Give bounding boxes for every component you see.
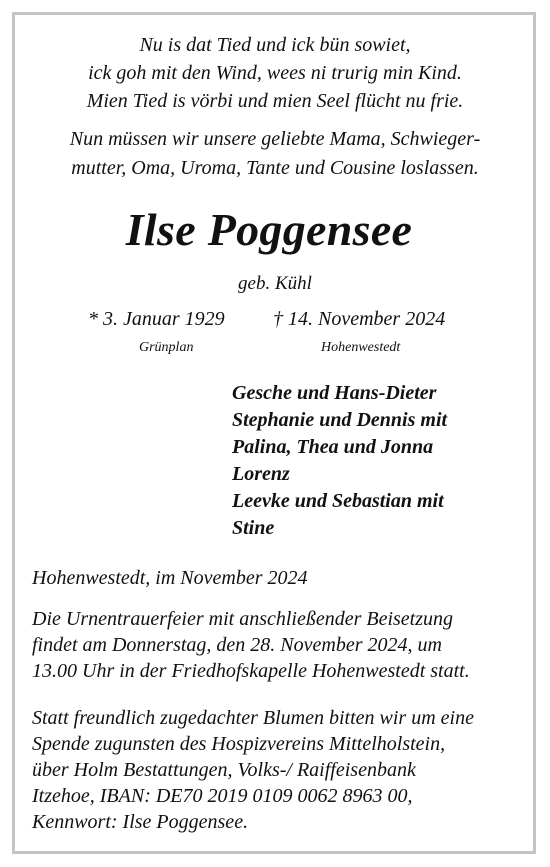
intro-line-1: Nun müssen wir unsere geliebte Mama, Schwieger- <box>69 128 481 150</box>
mourner-line: Stine <box>232 517 275 539</box>
intro-line-2: mutter, Oma, Uroma, Tante und Cousine loslassen. <box>71 157 479 179</box>
service-line: Die Urnentrauerfeier mit anschließender Beisetzung <box>32 608 454 630</box>
donation-line: Spende zugunsten des Hospizvereins Mittelholstein, <box>32 733 446 755</box>
deceased-name: Ilse Poggensee <box>125 204 413 255</box>
verse-line-1: Nu is dat Tied und ick bün sowiet, <box>139 34 411 56</box>
birth-date: * 3. Januar 1929 <box>88 308 225 330</box>
donation-info <box>32 705 474 835</box>
birth-place: Grünplan <box>139 340 194 355</box>
mourner-line: Gesche und Hans-Dieter <box>232 382 437 404</box>
mourner-line: Lorenz <box>232 463 290 485</box>
service-line: 13.00 Uhr in der Friedhofskapelle Hohenwestedt statt. <box>32 660 470 682</box>
mourners-list <box>232 380 447 542</box>
donation-line: Statt freundlich zugedachter Blumen bitten wir um eine <box>32 707 474 729</box>
birth-name: geb. Kühl <box>238 273 312 294</box>
mourner-line: Stephanie und Dennis mit <box>232 409 448 431</box>
donation-line: Itzehoe, IBAN: DE70 2019 0109 0062 8963 00, <box>32 785 413 807</box>
mourner-line: Leevke und Sebastian mit <box>232 490 444 512</box>
service-info <box>32 606 470 684</box>
donation-line: Kennwort: Ilse Poggensee. <box>32 811 249 833</box>
verse-line-2: ick goh mit den Wind, wees ni trurig min Kind. <box>88 62 462 84</box>
mourner-line: Palina, Thea und Jonna <box>232 436 434 458</box>
donation-line: über Holm Bestattungen, Volks-/ Raiffeisenbank <box>32 759 416 781</box>
death-date: † 14. November 2024 <box>273 308 446 330</box>
place-date: Hohenwestedt, im November 2024 <box>32 567 308 589</box>
verse-line-3: Mien Tied is vörbi und mien Seel flücht nu frie. <box>86 90 464 112</box>
death-place: Hohenwestedt <box>321 340 401 355</box>
service-line: findet am Donnerstag, den 28. November 2024, um <box>32 634 442 656</box>
